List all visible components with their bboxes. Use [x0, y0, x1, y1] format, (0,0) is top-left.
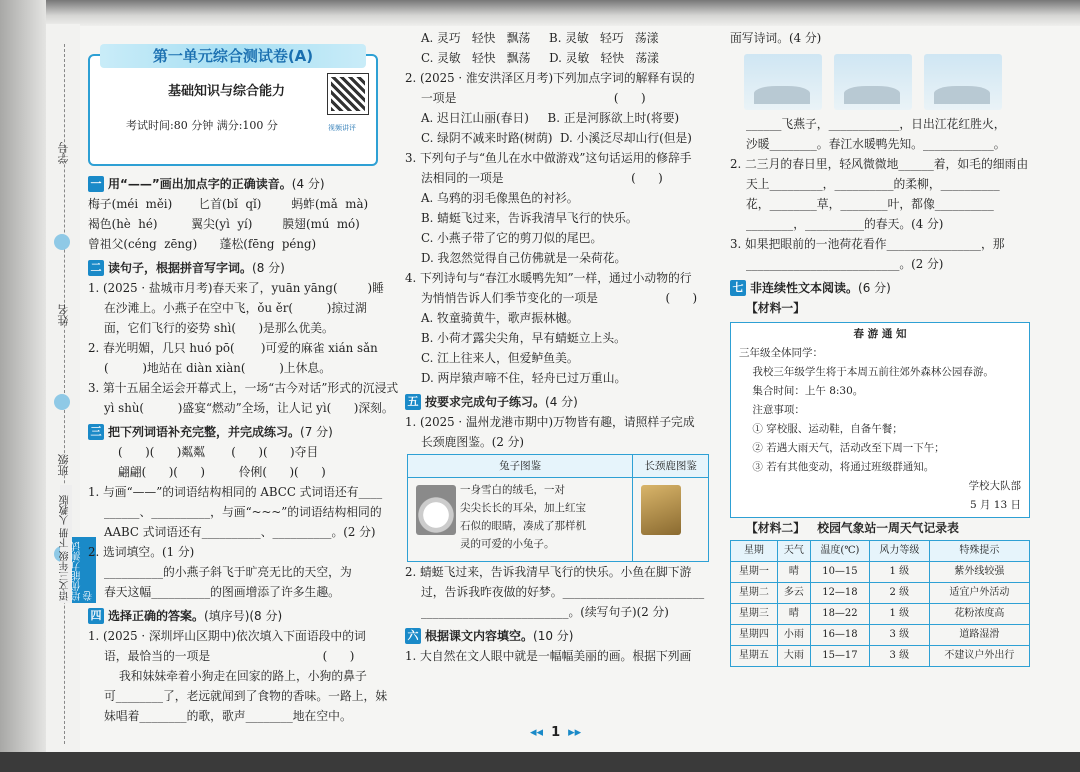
section-heading	[405, 626, 715, 646]
section-number: 七	[730, 280, 746, 296]
question-line: 1. 与画“——”的词语结构相同的 ABCC 式词语还有____	[88, 485, 383, 499]
question-line: 2. 选词填空。(1 分)	[88, 545, 195, 559]
exam-meta: 考试时间:80 分钟 满分:100 分	[126, 119, 278, 132]
section-title: 读句子，根据拼音写字词。	[108, 261, 253, 275]
question-line: 翩翩( )( ) 伶俐( )( )	[118, 465, 326, 479]
section-number: 三	[88, 424, 104, 440]
column-1	[88, 28, 399, 726]
weather-cell: 星期五	[731, 646, 778, 667]
section-number: 一	[88, 176, 104, 192]
weather-cell: 18—22	[811, 604, 870, 625]
section-number: 五	[405, 394, 421, 410]
notice-line: ③ 若有其他变动，将通过班级群通知。	[739, 461, 935, 473]
question-line: 褐色(hè hé) 翼尖(yì yí) 膜翅(mú mó)	[88, 217, 360, 231]
question-line: 法相同的一项是 ( )	[421, 171, 663, 185]
question-line: 长颈鹿图鉴。(2 分)	[421, 435, 525, 449]
section-points: (填序号)(8 分)	[204, 609, 283, 623]
question-line: 沙暖________。春江水暖鸭先知。____________。	[746, 137, 1006, 151]
question-line: ________，__________的春天。(4 分)	[746, 217, 944, 231]
section-title: 按要求完成句子练习。	[425, 395, 546, 409]
question-line: A. 乌鸦的羽毛像黑色的衬衫。	[421, 191, 579, 205]
question-line: ______飞燕子，____________，日出江花红胜火，	[746, 117, 1006, 131]
question-line: 2. 春光明媚，几只 huó pō( )可爱的麻雀 xián sǎn	[88, 341, 378, 355]
section-points: (7 分)	[300, 425, 333, 439]
question-line: 1. (2025 · 盐城市月考)春天来了，yuān yāng( )睡	[88, 281, 384, 295]
notice-line: ② 若遇大雨天气，活动改至下周一下午；	[739, 442, 945, 454]
weather-cell: 多云	[777, 583, 810, 604]
weather-header-cell: 风力等级	[869, 541, 929, 562]
section-heading	[88, 258, 390, 278]
weather-cell: 2 级	[869, 583, 929, 604]
question-line: A. 迟日江山丽(春日) B. 正是河豚欲上时(将要)	[421, 111, 680, 125]
question-line: 2. 蜻蜓飞过来，告诉我清早飞行的快乐。小鱼在脚下游	[405, 565, 692, 579]
weather-row	[731, 562, 1030, 583]
question-line: 1. (2025 · 温州龙港市期中)万物皆有趣，请照样子完成	[405, 415, 695, 429]
weather-cell: 紫外线较强	[929, 562, 1029, 583]
weather-header-cell: 特殊提示	[929, 541, 1029, 562]
question-line: 天上_________，__________的柔柳，__________	[746, 177, 1000, 191]
weather-cell: 道路湿滑	[929, 625, 1029, 646]
weather-header-cell: 星期	[731, 541, 778, 562]
question-line: 语，最恰当的一项是 ( )	[104, 649, 355, 663]
question-line: C. 灵敏 轻快 飘荡 D. 灵敏 轻快 荡漾	[421, 51, 659, 65]
section-title: 用“——”画出加点字的正确读音。	[108, 177, 292, 191]
section-title: 选择正确的答案。	[108, 609, 205, 623]
binding-badge	[54, 394, 70, 410]
page-number: 1	[551, 725, 561, 740]
question-line: 花，________草，________叶，都像__________	[746, 197, 994, 211]
question-line: 3. 如果把眼前的一池荷花看作________________，那	[730, 237, 1005, 251]
book-grade-label: 语文三年级 下册 人教版	[60, 485, 72, 603]
question-line: ( )( )粼粼 ( )( )夺目	[118, 445, 319, 459]
weather-cell: 晴	[777, 562, 810, 583]
question-line: __________的小燕子斜飞于旷亮无比的天空，为	[104, 565, 352, 579]
notice-date: 5 月 13 日	[969, 499, 1021, 511]
image-guide-table	[407, 454, 709, 562]
qr-label: 视频讲评	[328, 124, 356, 132]
question-line: 1. 大自然在文人眼中就是一幅幅美丽的画。根据下列画	[405, 649, 692, 663]
question-line: 一项是 ( )	[421, 91, 646, 105]
table-header-giraffe: 长颈鹿图鉴	[633, 455, 709, 478]
weather-row	[731, 646, 1030, 667]
weather-cell: 16—18	[811, 625, 870, 646]
weather-row	[731, 583, 1030, 604]
weather-row	[731, 604, 1030, 625]
student-name-label: 姓名	[57, 304, 70, 326]
question-line: D. 我忽然觉得自己仿佛就是一朵荷花。	[421, 251, 627, 265]
question-line: B. 蜻蜓飞过来，告诉我清早飞行的快乐。	[421, 211, 638, 225]
question-line: A. 灵巧 轻快 飘荡 B. 灵敏 轻巧 荡漾	[421, 31, 659, 45]
notice-line: 三年级全体同学：	[739, 347, 823, 359]
question-line: _________________________。(续写句子)(2 分)	[421, 605, 669, 619]
section-points: (10 分)	[533, 629, 574, 643]
question-line: 2. (2025 · 淮安洪泽区月考)下列加点字词的解释有误的	[405, 71, 695, 85]
question-line: B. 小荷才露尖尖角，早有蜻蜓立上头。	[421, 331, 626, 345]
table-header-rabbit: 兔子图鉴	[408, 455, 633, 478]
page-shadow-left	[0, 0, 46, 772]
exam-title-box	[88, 47, 378, 166]
weather-cell: 星期二	[731, 583, 778, 604]
weather-cell: 星期四	[731, 625, 778, 646]
notice-line: ① 穿校服、运动鞋，自备午餐；	[739, 423, 903, 435]
weather-cell: 3 级	[869, 625, 929, 646]
question-line: 曾祖父(céng zēng) 蓬松(fēng péng)	[88, 237, 317, 251]
question-line: 可________了，老远就闻到了食物的香味。一路上，妹	[104, 689, 388, 703]
question-line: 3. 下列句子与“鱼儿在水中做游戏”这句话运用的修辞手	[405, 151, 692, 165]
section-title: 非连续性文本阅读。	[750, 281, 859, 295]
question-line: ( )地站在 diàn xiàn( )上休息。	[104, 361, 331, 375]
question-line: 面写诗词。(4 分)	[730, 31, 822, 45]
weather-row	[731, 625, 1030, 646]
weather-cell: 适宜户外活动	[929, 583, 1029, 604]
book-series-strip	[60, 485, 95, 603]
section-title: 把下列词语补充完整，并完成练习。	[108, 425, 301, 439]
question-line: 1. (2025 · 深圳坪山区期中)依次填入下面语段中的词	[88, 629, 366, 643]
weather-cell: 不建议户外出行	[929, 646, 1029, 667]
exam-subtitle: 基础知识与综合能力	[168, 84, 286, 99]
column-3	[730, 28, 1040, 667]
next-page-icon[interactable]: ▸▸	[568, 725, 582, 740]
notice-line: 我校三年级学生将于本周五前往郊外森林公园春游。	[739, 366, 994, 378]
student-number-label: 学号	[57, 142, 70, 164]
section-number: 四	[88, 608, 104, 624]
binding-margin	[46, 24, 80, 752]
weather-cell: 10—15	[811, 562, 870, 583]
poem-illustrations	[744, 54, 1040, 110]
rabbit-description-line: 尖尖长长的耳朵，加上红宝	[460, 502, 586, 514]
notice-title: 春 游 通 知	[853, 328, 907, 340]
question-line: 妹唱着________的歌，歌声________地在空中。	[104, 709, 352, 723]
rabbit-description-line: 一身雪白的绒毛，一对	[460, 484, 565, 496]
question-line: 我和妹妹牵着小狗走在回家的路上，小狗的鼻子	[104, 669, 367, 683]
prev-page-icon[interactable]: ◂◂	[530, 725, 544, 740]
weather-cell: 1 级	[869, 604, 929, 625]
column-2	[405, 28, 715, 666]
rabbit-cell	[408, 478, 633, 562]
class-label: 班级	[57, 454, 70, 476]
weather-header-cell: 天气	[777, 541, 810, 562]
exam-title: 第一单元综合测试卷(A)	[100, 44, 366, 68]
question-line: C. 小燕子带了它的剪刀似的尾巴。	[421, 231, 603, 245]
weather-cell: 大雨	[777, 646, 810, 667]
section-points: (4 分)	[545, 395, 578, 409]
question-line: 面，它们飞行的姿势 shì( )是那么优美。	[104, 321, 334, 335]
question-line: 在沙滩上。小燕子在空中飞，ǒu ěr( )掠过湖	[104, 301, 367, 315]
weather-cell: 花粉浓度高	[929, 604, 1029, 625]
weather-cell: 12—18	[811, 583, 870, 604]
section-points: (8 分)	[252, 261, 285, 275]
question-line: 为悄悄告诉人们季节变化的一项是 ( )	[421, 291, 698, 305]
section-heading	[405, 392, 715, 412]
viewer-bottom-bar	[0, 752, 1080, 772]
giraffe-cell[interactable]	[633, 478, 709, 562]
book-series-label: 培优能力测试卷	[72, 537, 96, 603]
spring-outing-notice	[730, 322, 1030, 518]
rabbit-description-line: 灵的可爱的小兔子。	[460, 538, 555, 550]
question-line: C. 绿阴不减来时路(树荫) D. 小溪泛尽却山行(但是)	[421, 131, 692, 145]
rabbit-description-line: 石似的眼睛，凑成了那样机	[460, 520, 586, 532]
section-points: (4 分)	[291, 177, 325, 191]
question-line: 过，告诉我昨夜做的好梦。________________________	[421, 585, 705, 599]
question-line: 梅子(méi měi) 匕首(bǐ qǐ) 蚂蚱(mǎ mà)	[88, 197, 369, 211]
poem-illustration-image	[744, 54, 822, 110]
section-number: 二	[88, 260, 104, 276]
poem-illustration-image	[834, 54, 912, 110]
question-line: AABC 式词语还有__________、__________。(2 分)	[104, 525, 376, 539]
question-line: 4. 下列诗句与“春江水暖鸭先知”一样，通过小动物的行	[405, 271, 692, 285]
weather-cell: 3 级	[869, 646, 929, 667]
question-line: 3. 第十五届全运会开幕式上，一场“古今对话”形式的沉浸式	[88, 381, 399, 395]
section-title: 根据课文内容填空。	[425, 629, 534, 643]
page-footer	[530, 725, 581, 740]
weather-cell: 晴	[777, 604, 810, 625]
weather-cell: 15—17	[811, 646, 870, 667]
rabbit-image	[416, 485, 456, 535]
notice-line: 集合时间：上午 8:30。	[739, 385, 864, 397]
notice-sign: 学校大队部	[968, 480, 1021, 492]
question-line: A. 牧童骑黄牛，歌声振林樾。	[421, 311, 579, 325]
question-line: __________________________。(2 分)	[746, 257, 944, 271]
weather-cell: 小雨	[777, 625, 810, 646]
weather-cell: 星期三	[731, 604, 778, 625]
section-points: (6 分)	[858, 281, 891, 295]
section-heading	[88, 174, 390, 194]
question-line: 2. 二三月的春日里，轻风微微地______着，如毛的细雨由	[730, 157, 1029, 171]
question-line: 春天这幅__________的图画增添了许多生趣。	[104, 585, 340, 599]
section-number: 六	[405, 628, 421, 644]
question-line: C. 江上往来人，但爱鲈鱼美。	[421, 351, 579, 365]
question-line: 【材料二】 校园气象站一周天气记录表	[746, 521, 959, 535]
weather-table	[730, 540, 1030, 667]
section-heading	[88, 606, 390, 626]
notice-line: 注意事项：	[739, 404, 805, 416]
question-line: yì shù( )盛宴“燃动”全场，让人记 yì( )深刻。	[104, 401, 394, 415]
weather-cell: 1 级	[869, 562, 929, 583]
qr-code-icon[interactable]	[328, 74, 368, 114]
giraffe-image	[641, 485, 681, 535]
question-line: ______、__________，与画“~~~”的词语结构相同的	[104, 505, 382, 519]
section-heading	[730, 278, 1040, 298]
poem-illustration-image	[924, 54, 1002, 110]
section-heading	[88, 422, 390, 442]
question-line: 【材料一】	[746, 301, 805, 315]
weather-cell: 星期一	[731, 562, 778, 583]
weather-header-cell: 温度(℃)	[811, 541, 870, 562]
question-line: D. 两岸猿声啼不住，轻舟已过万重山。	[421, 371, 627, 385]
binding-badge	[54, 234, 70, 250]
page-shadow-top	[0, 0, 1080, 26]
